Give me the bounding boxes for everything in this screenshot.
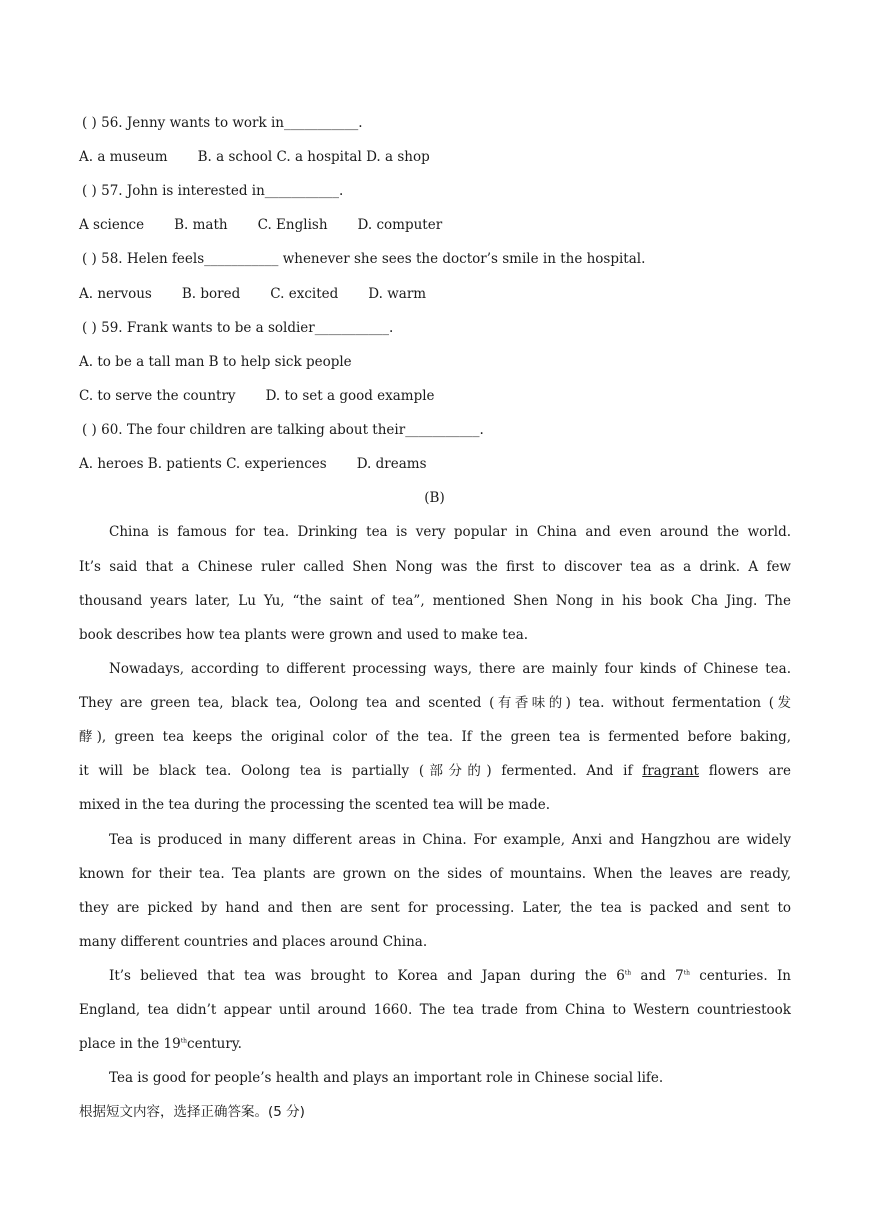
passage-p4-line-1 bbox=[109, 967, 791, 985]
passage-p3-line-3: they are picked by hand and then are sent for processing. Later, the tea is packed and sent to bbox=[79, 900, 791, 916]
ordinal-suffix: th bbox=[683, 969, 690, 977]
passage-p2-line-4 bbox=[79, 762, 791, 780]
passage-p1-line-4: book describes how tea plants were grown and used to make tea. bbox=[79, 627, 529, 643]
passage-p4-line-3-b: century. bbox=[187, 1036, 242, 1052]
instruction-text: 根据短文内容，选择正确答案。(5 分) bbox=[79, 1104, 305, 1120]
passage-p1-line-3: thousand years later, Lu Yu, “the saint of tea”, mentioned Shen Nong in his book Cha Jing. The bbox=[79, 593, 791, 609]
passage-p2-line-3: 酵), green tea keeps the original color of the tea. If the green tea is fermented before baking, bbox=[79, 729, 791, 745]
question-57-options: A science B. math C. English D. computer bbox=[79, 217, 443, 233]
question-60-options: A. heroes B. patients C. experiences D. dreams bbox=[79, 456, 427, 472]
passage-p4-line-1-b: and 7 bbox=[631, 968, 684, 984]
question-58-stem: ( ) 58. Helen feels___________ whenever she sees the doctor’s smile in the hospital. bbox=[82, 251, 646, 267]
passage-p4-line-1-a: It’s believed that tea was brought to Korea and Japan during the 6 bbox=[109, 968, 625, 984]
passage-p5: Tea is good for people’s health and plays an important role in Chinese social life. bbox=[109, 1070, 664, 1086]
question-60-stem: ( ) 60. The four children are talking about their___________. bbox=[82, 422, 484, 438]
passage-p3-line-4: many different countries and places around China. bbox=[79, 934, 428, 950]
passage-p3-line-1: Tea is produced in many different areas in China. For example, Anxi and Hangzhou are widely bbox=[109, 832, 791, 848]
passage-p4-line-3 bbox=[79, 1035, 791, 1053]
passage-p2-line-5: mixed in the tea during the processing the scented tea will be made. bbox=[79, 797, 550, 813]
passage-p4-line-3-a: place in the 19 bbox=[79, 1036, 181, 1052]
passage-p2-line-2: They are green tea, black tea, Oolong tea and scented (有香味的) tea. without fermentation (发 bbox=[79, 695, 791, 711]
passage-p4-line-2: England, tea didn’t appear until around 1660. The tea trade from China to Western countriestook bbox=[79, 1002, 791, 1018]
passage-p4-line-1-c: centuries. In bbox=[689, 968, 791, 984]
question-59-options-line-1: A. to be a tall man B to help sick people bbox=[79, 354, 352, 370]
question-57-stem: ( ) 57. John is interested in___________. bbox=[82, 183, 344, 199]
passage-p2-line-4-end: flowers are bbox=[698, 763, 791, 779]
question-56-stem: ( ) 56. Jenny wants to work in___________. bbox=[82, 115, 363, 131]
passage-p2-line-4-start: it will be black tea. Oolong tea is partially (部分的) fermented. And if bbox=[79, 763, 643, 779]
passage-p3-line-2: known for their tea. Tea plants are grown on the sides of mountains. When the leaves are ready, bbox=[79, 866, 791, 882]
ordinal-suffix: th bbox=[180, 1037, 188, 1045]
question-56-options: A. a museum B. a school C. a hospital D. a shop bbox=[79, 149, 430, 165]
underlined-word-fragrant: fragrant bbox=[642, 763, 699, 779]
passage-p1-line-2: It’s said that a Chinese ruler called Shen Nong was the first to discover tea as a drink. A few bbox=[79, 559, 791, 575]
question-58-options: A. nervous B. bored C. excited D. warm bbox=[79, 286, 427, 302]
ordinal-suffix: th bbox=[624, 969, 632, 977]
question-59-stem: ( ) 59. Frank wants to be a soldier___________. bbox=[82, 320, 394, 336]
section-b-heading: (B) bbox=[424, 490, 445, 506]
passage-p2-line-1: Nowadays, according to different processing ways, there are mainly four kinds of Chinese tea. bbox=[109, 661, 791, 677]
question-59-options-line-2: C. to serve the country D. to set a good example bbox=[79, 388, 435, 404]
passage-p1-line-1: China is famous for tea. Drinking tea is very popular in China and even around the world. bbox=[109, 524, 791, 540]
